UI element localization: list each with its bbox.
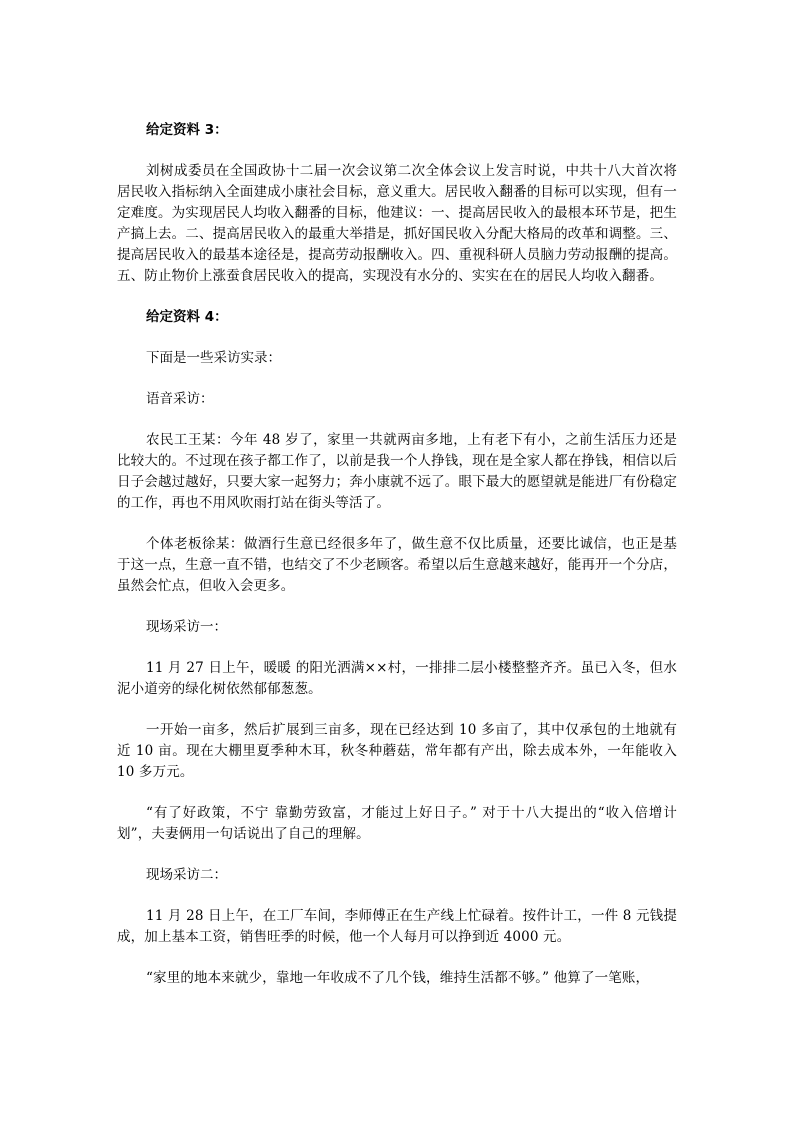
site-interview-1-label: 现场采访一： [146,619,227,635]
site-interview-1-p3: “有了好政策，不宁 靠勤劳致富，才能过上好日子。” 对于十八大提出的“收入倍增计划”，夫妻俩用一句话说出了自己的理解。 [117,805,677,842]
voice-interview-worker: 农民工王某：今年 48 岁了，家里一共就两亩多地，上有老下有小，之前生活压力还是比较大的。不过现在孩子都工作了，以前是我一个人挣钱，现在是全家人都在挣钱，相信以后日子会越过越好，只要大家一起努力；奔小康就不远了。眼下最大的愿望就是能进厂有份稳定的工作，再也不用风吹雨打站在街头等活了。 [117,432,677,511]
site-interview-2-p1: 11 月 28 日上午，在工厂车间，李师傅正在生产线上忙碌着。按件计工，一件 8 元钱提成，加上基本工资，销售旺季的时候，他一个人每月可以挣到近 4000 元。 [117,908,677,945]
voice-interview-label: 语音采访： [146,391,214,407]
voice-interview-owner: 个体老板徐某：做酒行生意已经很多年了，做生意不仅比质量，还要比诚信，也正是基于这一点，生意一直不错，也结交了不少老顾客。希望以后生意越来越好，能再开一个分店，虽然会忙点，但收入会更多。 [117,536,677,594]
document-body [117,120,677,989]
site-interview-1-p2: 一开始一亩多，然后扩展到三亩多，现在已经达到 10 多亩了，其中仅承包的土地就有近 10 亩。现在大棚里夏季种木耳，秋冬种蘑菇，常年都有产出，除去成本外，一年能收入 10 多万元。 [117,722,677,780]
material-4-heading: 给定资料 4： [146,309,228,325]
interview-intro: 下面是一些采访实录： [146,350,281,366]
site-interview-1-p1: 11 月 27 日上午，暖暖 的阳光洒满××村，一排排二层小楼整整齐齐。虽已入冬，但水泥小道旁的绿化树依然郁郁葱葱。 [117,660,677,697]
site-interview-2-p2: “家里的地本来就少，靠地一年收成不了几个钱，维持生活都不够。” 他算了一笔账， [146,970,650,986]
site-interview-2-label: 现场采访二： [146,867,227,883]
material-3-paragraph: 刘树成委员在全国政协十二届一次会议第二次全体会议上发言时说，中共十八大首次将居民收入指标纳入全面建成小康社会目标，意义重大。居民收入翻番的目标可以实现，但有一定难度。为实现居民人均收入翻番的目标，他建议：一、提高居民收入的最根本环节是，把生产搞上去。二、提高居民收入的最重大举措是，抓好国民收入分配大格局的改革和调整。三、提高居民收入的最基本途径是，提高劳动报酬收入。四、重视科研人员脑力劳动报酬的提高。五、防止物价上涨蚕食居民收入的提高，实现没有水分的、实实在在的居民人均收入翻番。 [117,163,677,284]
material-3-heading: 给定资料 3： [146,122,228,138]
